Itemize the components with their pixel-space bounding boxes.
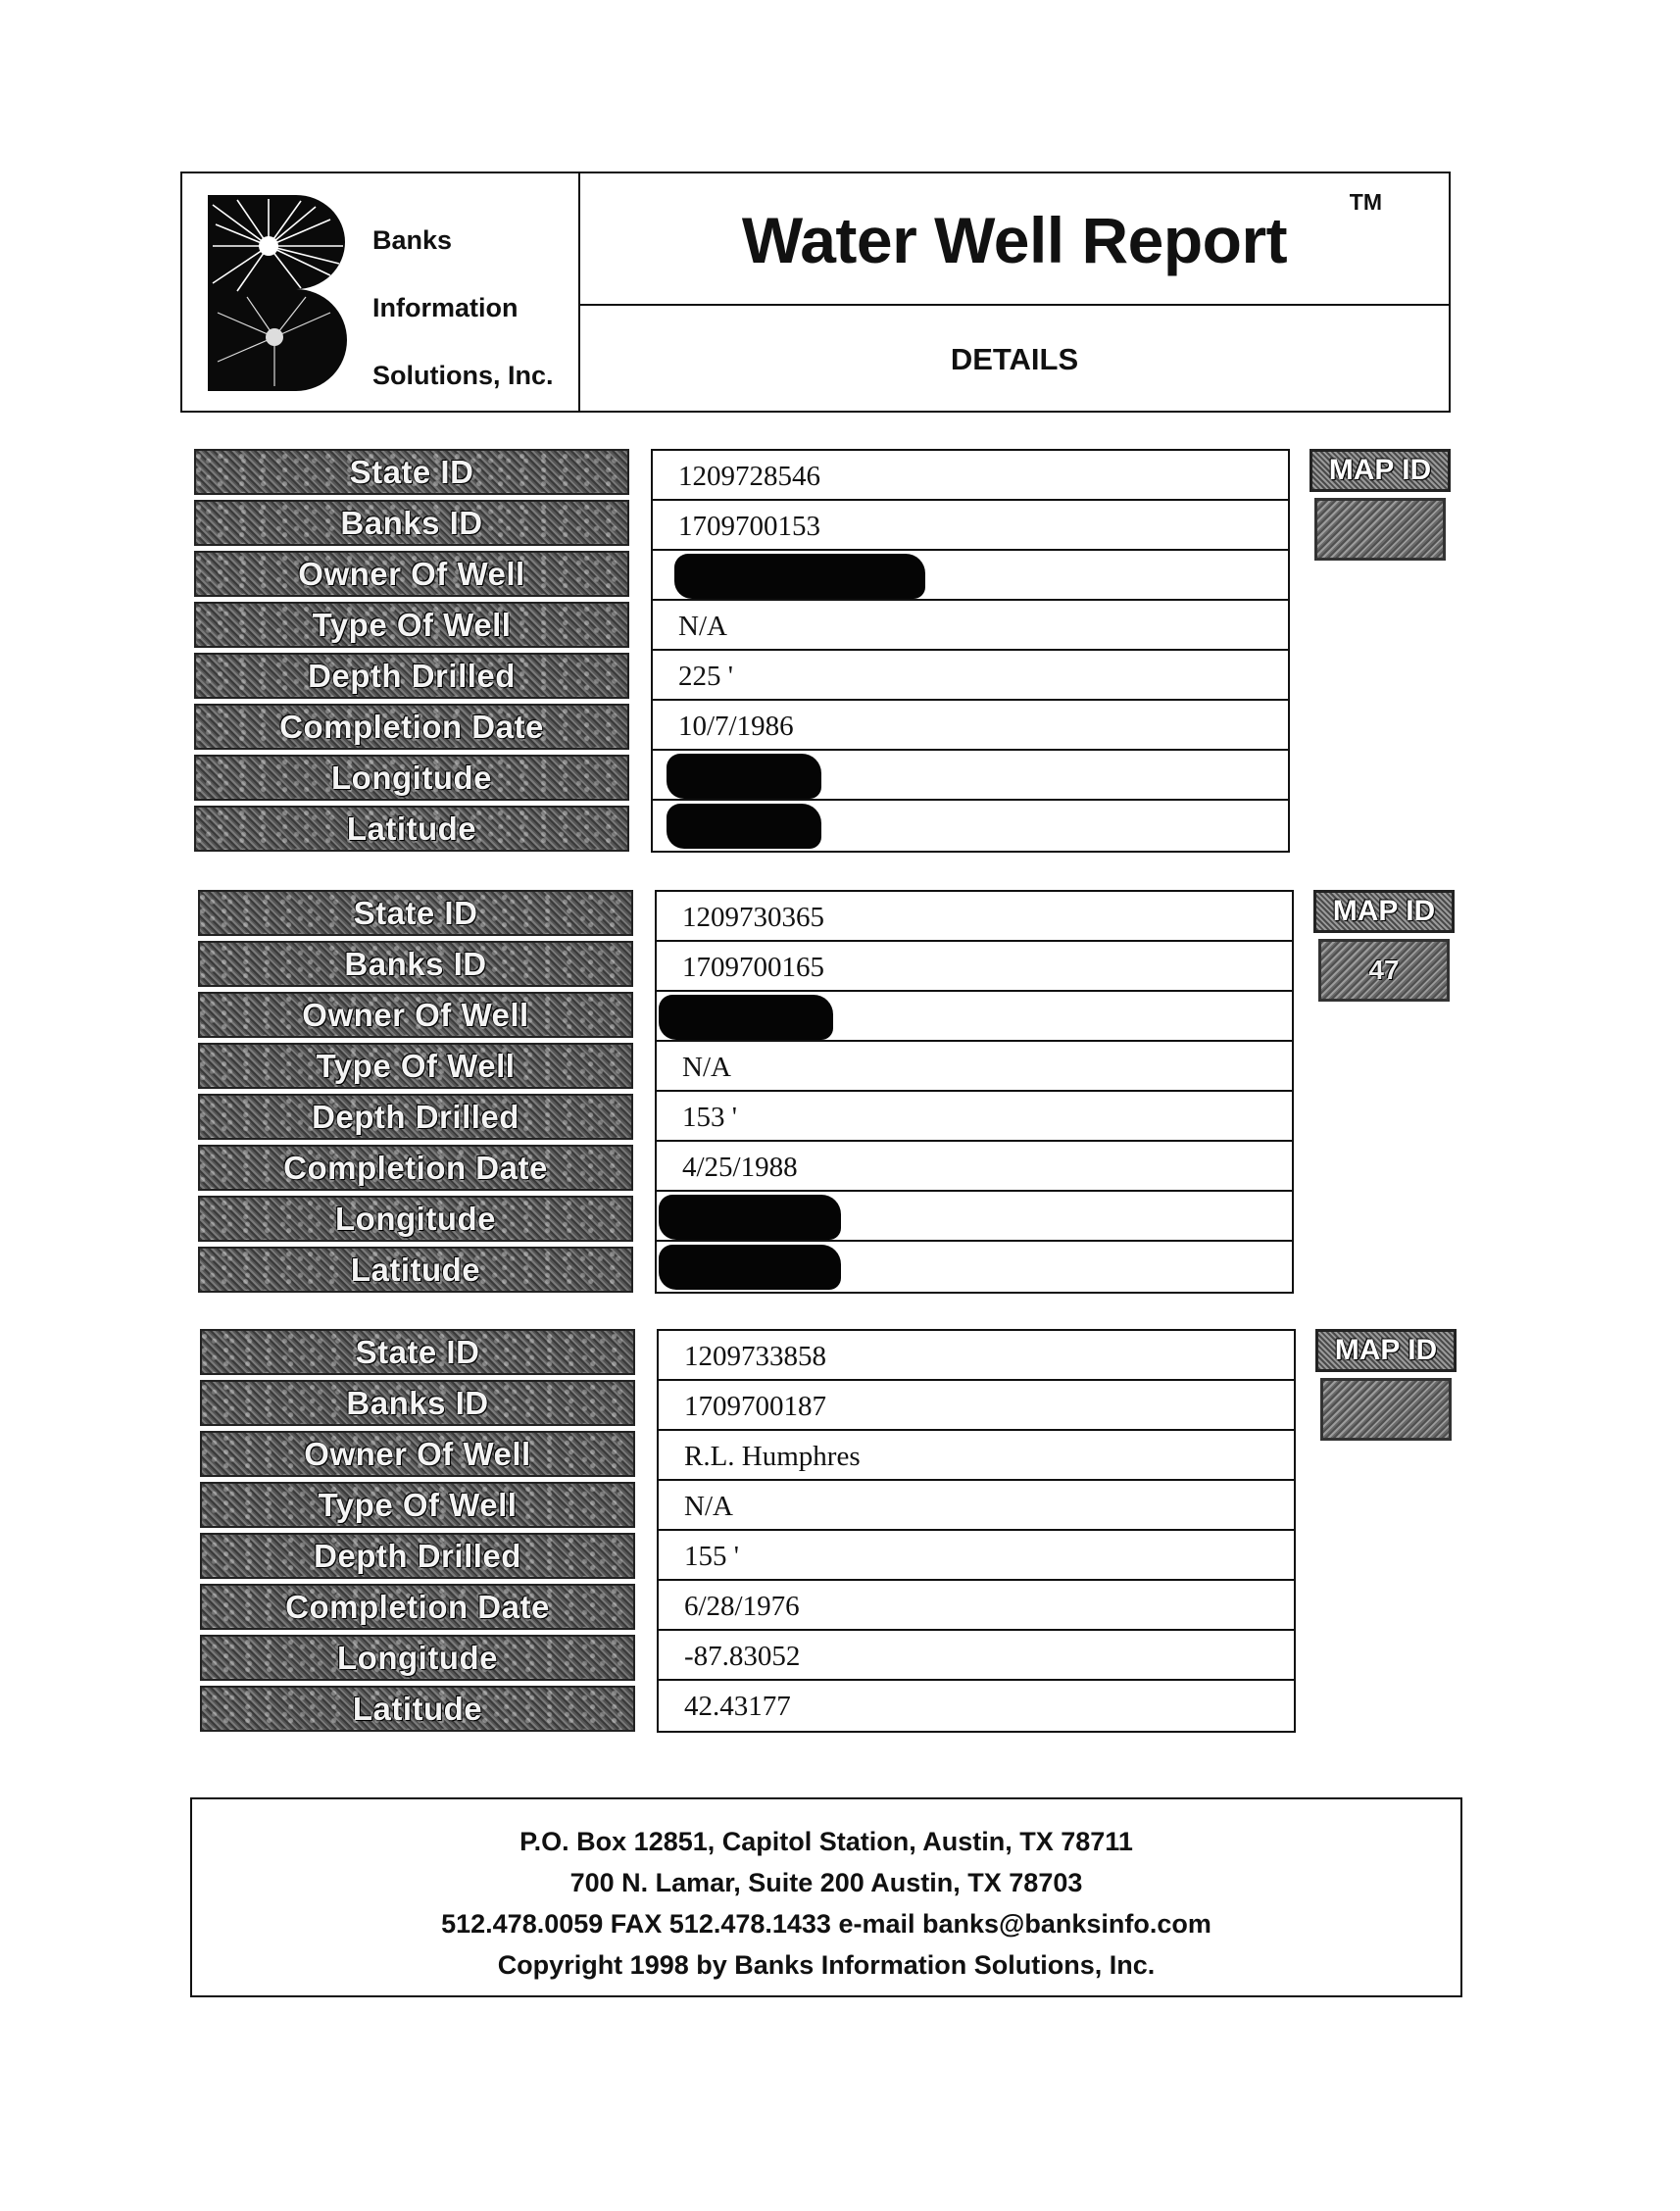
- completion-label: Completion Date: [200, 1584, 635, 1630]
- longitude-value: [657, 1192, 1292, 1242]
- well-record: [194, 449, 1468, 860]
- contact-footer: [190, 1797, 1462, 1997]
- completion-label: Completion Date: [194, 704, 629, 750]
- field-label-column: [198, 890, 633, 1298]
- latitude-label: Latitude: [194, 806, 629, 852]
- state-id-value: 1209733858: [659, 1331, 1294, 1381]
- well-record: [200, 1329, 1474, 1741]
- latitude-value: [653, 801, 1288, 851]
- redaction-mark: [659, 995, 833, 1040]
- company-name-line3: Solutions, Inc.: [372, 361, 554, 390]
- type-value: N/A: [659, 1481, 1294, 1531]
- copyright-notice: Copyright 1998 by Banks Information Solutions, Inc.: [497, 1950, 1156, 1980]
- owner-label: Owner Of Well: [200, 1431, 635, 1477]
- latitude-label: Latitude: [200, 1686, 635, 1732]
- redaction-mark: [674, 554, 925, 599]
- banks-id-label: Banks ID: [200, 1380, 635, 1426]
- banks-id-value: 1709700187: [659, 1381, 1294, 1431]
- state-id-label: State ID: [198, 890, 633, 936]
- latitude-value: 42.43177: [684, 1691, 791, 1722]
- longitude-label: Longitude: [198, 1196, 633, 1242]
- latitude-label: Latitude: [198, 1247, 633, 1293]
- well-record: [198, 890, 1472, 1302]
- depth-value: 225 ': [653, 651, 1288, 701]
- field-value-table: [655, 890, 1294, 1294]
- owner-value: [657, 992, 1292, 1042]
- type-label: Type Of Well: [198, 1043, 633, 1089]
- owner-value: R.L. Humphres: [659, 1431, 1294, 1481]
- banks-id-value: 1709700165: [657, 942, 1292, 992]
- owner-value: [653, 551, 1288, 601]
- company-name-line1: Banks: [372, 225, 453, 255]
- owner-label: Owner Of Well: [198, 992, 633, 1038]
- report-header: [180, 172, 1451, 413]
- depth-label: Depth Drilled: [198, 1094, 633, 1140]
- state-id-value: 1209728546: [653, 451, 1288, 501]
- company-name: [372, 207, 554, 410]
- type-value: N/A: [657, 1042, 1292, 1092]
- map-id-box: [1309, 449, 1451, 561]
- latitude-value: [657, 1242, 1292, 1292]
- contact-numbers: 512.478.0059 FAX 512.478.1433 e-mail banks@banksinfo.com: [441, 1909, 1211, 1939]
- type-label: Type Of Well: [200, 1482, 635, 1528]
- company-logo-area: [182, 173, 580, 411]
- field-value-table: [651, 449, 1290, 853]
- completion-value: 10/7/1986: [653, 701, 1288, 751]
- street-address: 700 N. Lamar, Suite 200 Austin, TX 78703: [569, 1868, 1083, 1897]
- trademark-mark: TM: [1349, 189, 1382, 215]
- depth-label: Depth Drilled: [200, 1533, 635, 1579]
- depth-label: Depth Drilled: [194, 653, 629, 699]
- map-id-value: [1320, 1378, 1452, 1441]
- postal-address: P.O. Box 12851, Capitol Station, Austin, TX 78711: [519, 1827, 1133, 1856]
- redaction-mark: [667, 804, 821, 849]
- redaction-mark: [667, 754, 821, 799]
- map-id-value: [1314, 498, 1446, 561]
- banks-id-label: Banks ID: [198, 941, 633, 987]
- state-id-label: State ID: [194, 449, 629, 495]
- owner-label: Owner Of Well: [194, 551, 629, 597]
- depth-value: 153 ': [657, 1092, 1292, 1142]
- field-label-column: [200, 1329, 635, 1737]
- page-subtitle: DETAILS: [950, 342, 1079, 376]
- map-id-label: MAP ID: [1315, 1329, 1457, 1372]
- page-title: Water Well Report: [741, 204, 1288, 276]
- map-id-value: 47: [1318, 939, 1450, 1002]
- map-id-box: [1315, 1329, 1457, 1441]
- completion-value: 6/28/1976: [659, 1581, 1294, 1631]
- type-label: Type Of Well: [194, 602, 629, 648]
- field-label-column: [194, 449, 629, 857]
- map-id-label: MAP ID: [1313, 890, 1455, 933]
- longitude-label: Longitude: [200, 1635, 635, 1681]
- banks-logo-icon: [208, 195, 355, 391]
- longitude-label: Longitude: [194, 755, 629, 801]
- redaction-mark: [659, 1245, 841, 1290]
- state-id-value: 1209730365: [657, 892, 1292, 942]
- banks-id-label: Banks ID: [194, 500, 629, 546]
- map-id-box: [1313, 890, 1455, 1002]
- completion-label: Completion Date: [198, 1145, 633, 1191]
- redaction-mark: [659, 1195, 841, 1240]
- title-area: [580, 173, 1449, 306]
- banks-id-value: 1709700153: [653, 501, 1288, 551]
- longitude-value: [653, 751, 1288, 801]
- type-value: N/A: [653, 601, 1288, 651]
- field-value-table: [657, 1329, 1296, 1733]
- state-id-label: State ID: [200, 1329, 635, 1375]
- company-name-line2: Information: [372, 293, 519, 322]
- completion-value: 4/25/1988: [657, 1142, 1292, 1192]
- map-id-label: MAP ID: [1309, 449, 1451, 492]
- longitude-value: -87.83052: [659, 1631, 1294, 1681]
- depth-value: 155 ': [659, 1531, 1294, 1581]
